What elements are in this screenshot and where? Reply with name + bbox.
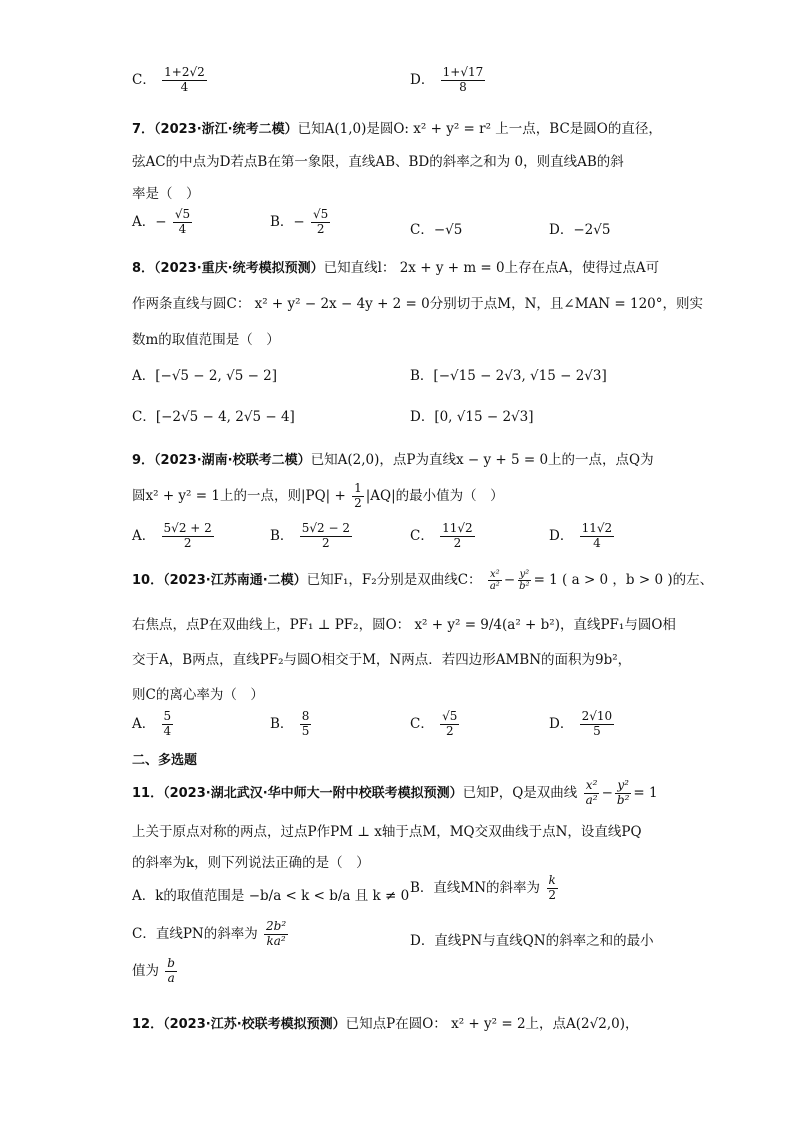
numerator: 1+2√2 — [164, 65, 205, 79]
denominator: ka² — [266, 933, 286, 948]
denominator: 2 — [354, 495, 362, 510]
option-label: C． — [410, 222, 434, 238]
option-label: A． — [132, 527, 156, 544]
fraction — [546, 874, 558, 903]
question-text: 已知P，Q是双曲线 — [462, 784, 578, 801]
question-source: 8．（2023·重庆·统考模拟预测） — [132, 261, 324, 276]
q11-option-c — [132, 920, 290, 949]
numerator: 8 — [301, 709, 310, 723]
q7-option-d — [549, 218, 610, 238]
question-text: 已知F₁，F₂分别是双曲线C： — [306, 572, 482, 588]
q7-option-b — [270, 208, 332, 237]
q11-option-d-line2 — [132, 957, 179, 986]
option-text: C．直线PN的斜率为 — [132, 925, 258, 942]
option-label: D． — [549, 527, 574, 544]
fraction-y2-b2: $\frac{\text{y²}}{\text{b²}}$ — [519, 568, 530, 592]
question-source: 10．（2023·江苏南通·二模） — [132, 573, 307, 588]
q10-line4: 则C的离心率为（ ） — [132, 687, 264, 703]
option-label: C． — [410, 527, 434, 544]
section-heading: 二、多选题 — [132, 753, 198, 768]
option-value: −√5 — [433, 222, 463, 238]
q7-line3: 率是（ ） — [132, 186, 200, 202]
numerator: 11√2 — [442, 521, 473, 535]
question-text: 已知A(1,0)是圆O: x² + y² = r² 上一点，BC是圆O的直径， — [297, 121, 662, 137]
q9-line1 — [132, 448, 654, 468]
numerator: b — [167, 956, 175, 970]
fraction — [162, 710, 174, 739]
option-label: B． — [270, 715, 294, 732]
question-source: 9．（2023·湖南·校联考二模） — [132, 453, 311, 468]
numerator: √5 — [313, 207, 329, 221]
fraction — [441, 66, 486, 95]
q8-option-d — [410, 405, 534, 425]
fraction — [264, 920, 288, 949]
option-label: D． — [410, 71, 435, 88]
q8-line1 — [132, 256, 659, 276]
option-label: A． — [132, 213, 156, 230]
numerator: 2√10 — [581, 709, 613, 723]
option-label: A． — [132, 715, 156, 732]
fraction — [300, 710, 312, 739]
denominator: 4 — [178, 221, 187, 236]
q8-option-c — [132, 405, 295, 425]
fraction-x2-a2: $\frac{\text{x²}}{\text{a²}}$ — [489, 568, 500, 592]
fraction-y2-b2: $\frac{\text{y²}}{\text{b²}}$ — [616, 778, 630, 807]
fraction — [162, 522, 214, 551]
q10-line3: 交于A，B两点，直线PF₂与圆O相交于M，N两点．若四边形AMBN的面积为9b²， — [132, 652, 632, 668]
denominator: 8 — [459, 79, 467, 94]
denominator: 4 — [593, 535, 601, 550]
q8-line2: 作两条直线与圆C： x² + y² − 2x − 4y + 2 = 0分别切于点M，N，且∠MAN = 120°，则实 — [132, 296, 703, 312]
question-source: 12．（2023·江苏·校联考模拟预测） — [132, 1017, 346, 1032]
fraction — [311, 208, 330, 237]
numerator: 1 — [354, 481, 362, 495]
q8-option-b — [410, 364, 607, 384]
q11-line2: 上关于原点对称的两点，过点P作PM ⊥ x轴于点M，MQ交双曲线于点N，设直线PQ — [132, 824, 642, 840]
q10-option-d — [549, 710, 616, 739]
numerator: 1+√17 — [442, 65, 484, 79]
numerator: 5 — [163, 709, 172, 723]
option-text: 值为 — [132, 962, 159, 979]
q9-line2 — [132, 482, 504, 511]
text: 圆x² + y² = 1上的一点，则|PQ| + — [132, 487, 346, 504]
fraction — [440, 710, 459, 739]
option-label: C． — [410, 715, 434, 732]
question-text: = 1 ( a > 0 ，b > 0 )的左、 — [533, 572, 714, 588]
question-source: 11．（2023·湖北武汉·华中师大一附中校联考模拟预测） — [132, 785, 463, 801]
q11-line1: 11．（2023·湖北武汉·华中师大一附中校联考模拟预测）已知P，Q是双曲线 $\frac{\text{x²}}{\text{a²}}$ − $\frac{\text{y²}}{\text{b²}}$ = 1 — [132, 778, 658, 807]
numerator: 5√2 + 2 — [163, 521, 212, 535]
option-value: [0, √15 − 2√3] — [434, 409, 534, 425]
fraction — [352, 482, 364, 511]
numerator: 5√2 − 2 — [301, 521, 350, 535]
option-label: D． — [549, 222, 574, 238]
q8-line3: 数m的取值范围是（ ） — [132, 332, 280, 348]
q11-option-a: A．k的取值范围是 −b/a < k < b/a 且 k ≠ 0 — [132, 888, 410, 904]
denominator: 2 — [322, 535, 330, 550]
option-label: C． — [132, 409, 156, 425]
numerator: 11√2 — [581, 521, 613, 535]
q10-option-c — [410, 710, 461, 739]
fraction — [165, 957, 177, 986]
denominator: 2 — [453, 535, 462, 550]
option-label: D． — [549, 715, 574, 732]
numerator: 2b² — [266, 919, 287, 933]
fraction — [580, 522, 615, 551]
q10-option-a — [132, 710, 175, 739]
denominator: 4 — [180, 79, 189, 94]
denominator: 2 — [183, 535, 192, 550]
q10-line2: 右焦点，点P在双曲线上，PF₁ ⊥ PF₂，圆O： x² + y² = 9/4(a² + b²)，直线PF₁与圆O相 — [132, 617, 676, 633]
q9-option-d — [549, 522, 616, 551]
option-label: B． — [270, 213, 294, 230]
text: |AQ|的最小值为（ ） — [365, 487, 504, 504]
q7-line1 — [132, 117, 662, 137]
minus-sign: − — [293, 213, 305, 230]
question-text: 已知直线l： 2x + y + m = 0上存在点A，使得过点A可 — [323, 260, 660, 276]
fraction — [580, 710, 615, 739]
q9-option-a — [132, 522, 216, 551]
option-value: −2√5 — [573, 222, 611, 238]
q6-option-d — [410, 66, 487, 95]
q7-line2: 弦AC的中点为D若点B在第一象限，直线AB、BD的斜率之和为 0，则直线AB的斜 — [132, 154, 624, 170]
q7-option-c — [410, 218, 462, 238]
fraction — [162, 66, 207, 95]
option-label: A． — [132, 368, 156, 384]
q9-option-b — [270, 522, 354, 551]
denominator: 4 — [163, 723, 172, 738]
q10-line1: 10．（2023·江苏南通·二模）已知F₁，F₂分别是双曲线C： $\frac{\text{x²}}{\text{a²}}$ − $\frac{\text{y²}}{\text{b²}}$ = 1 ( a > 0 ，b > 0 )的左、 — [132, 568, 714, 592]
q11-option-d-line1: D．直线PN与直线QN的斜率之和的最小 — [410, 933, 654, 949]
q10-option-b — [270, 710, 313, 739]
option-label: D． — [410, 409, 435, 425]
denominator: 5 — [301, 723, 310, 738]
question-text: = 1 — [633, 784, 658, 801]
option-label: C． — [132, 71, 156, 88]
denominator: 2 — [445, 723, 454, 738]
q12-line1 — [132, 1012, 638, 1032]
q9-option-c — [410, 522, 477, 551]
q6-option-c — [132, 66, 209, 95]
fraction — [300, 522, 352, 551]
question-text: 已知点P在圆O： x² + y² = 2上，点A(2√2,0)， — [345, 1016, 639, 1032]
denominator: 2 — [316, 221, 325, 236]
option-value: [−2√5 − 4, 2√5 − 4] — [155, 409, 295, 425]
fraction-x2-a2: $\frac{\text{x²}}{\text{a²}}$ — [585, 778, 598, 807]
option-value: [−√5 − 2, √5 − 2] — [155, 368, 278, 384]
numerator: k — [548, 873, 556, 887]
denominator: a — [167, 970, 175, 985]
q7-option-a — [132, 208, 194, 237]
option-label: B． — [410, 368, 434, 384]
option-text: B．直线MN的斜率为 — [410, 879, 541, 896]
q11-option-b — [410, 874, 560, 903]
option-value: [−√15 − 2√3, √15 − 2√3] — [433, 368, 607, 384]
fraction — [173, 208, 192, 237]
denominator: 5 — [593, 723, 601, 738]
numerator: √5 — [442, 709, 458, 723]
option-label: B． — [270, 527, 294, 544]
minus-sign: − — [155, 213, 167, 230]
numerator: √5 — [174, 207, 191, 221]
question-text: 已知A(2,0)，点P为直线x − y + 5 = 0上的一点，点Q为 — [310, 452, 654, 468]
denominator: 2 — [548, 887, 556, 902]
fraction — [440, 522, 475, 551]
q8-option-a — [132, 364, 277, 384]
question-source: 7．（2023·浙江·统考二模） — [132, 122, 298, 137]
q11-line3: 的斜率为k，则下列说法正确的是（ ） — [132, 855, 370, 871]
